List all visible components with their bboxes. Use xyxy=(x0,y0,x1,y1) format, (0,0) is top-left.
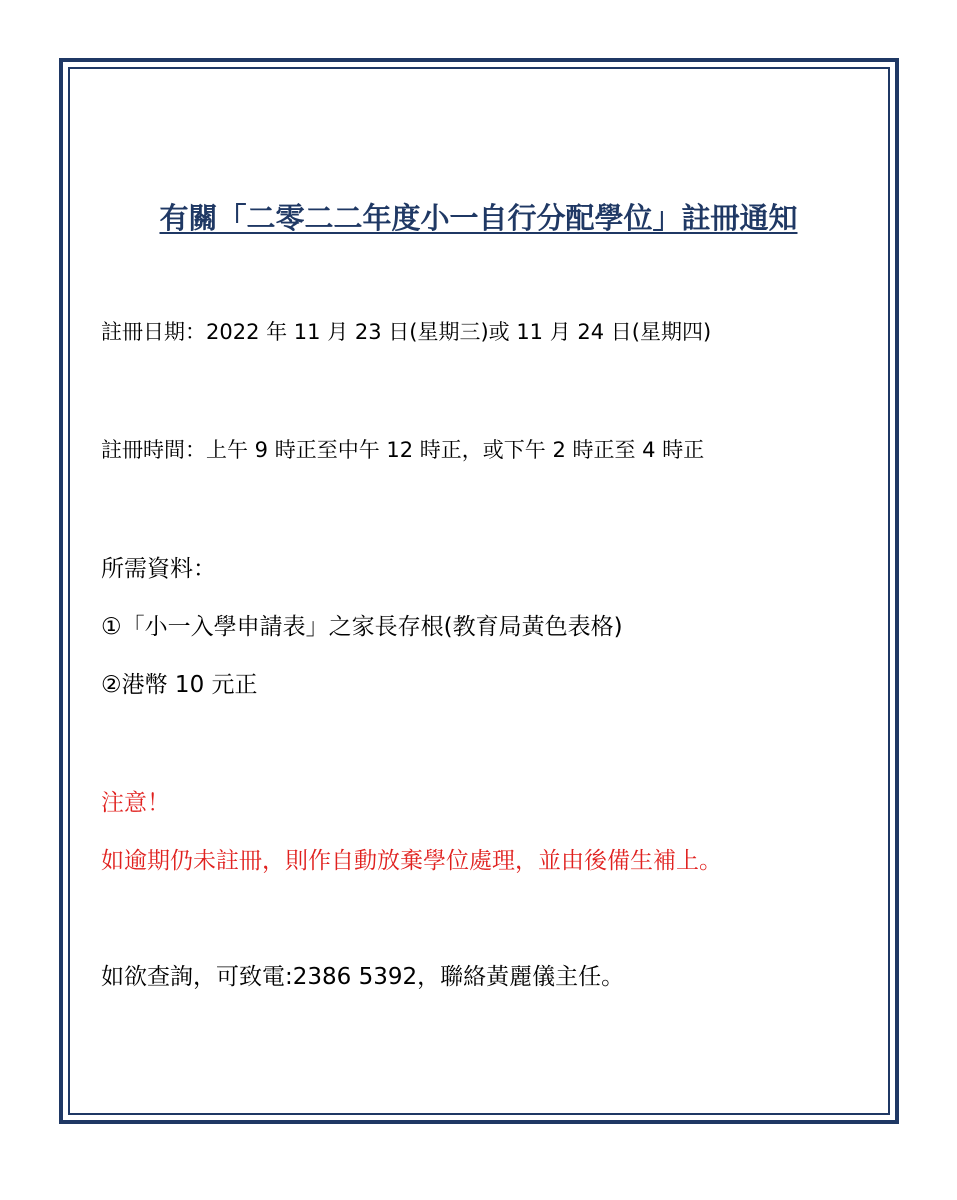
notice-title: 有關「二零二二年度小一自行分配學位」註冊通知 xyxy=(159,201,798,235)
required-doc-item: ①「小一入學申請表」之家長存根(教育局黃色表格) xyxy=(101,614,623,640)
required-doc-item: ②港幣 10 元正 xyxy=(101,672,258,698)
contact-info: 如欲查詢，可致電:2386 5392，聯絡黃麗儀主任。 xyxy=(101,964,625,990)
attention-text: 如逾期仍未註冊，則作自動放棄學位處理，並由後備生補上。 xyxy=(101,848,722,874)
registration-date: 註冊日期：2022 年 11 月 23 日(星期三)或 11 月 24 日(星期四) xyxy=(101,320,712,344)
attention-label: 注意！ xyxy=(101,790,170,816)
required-docs-heading: 所需資料： xyxy=(101,556,216,582)
registration-time: 註冊時間：上午 9 時正至中午 12 時正，或下午 2 時正至 4 時正 xyxy=(101,438,705,462)
